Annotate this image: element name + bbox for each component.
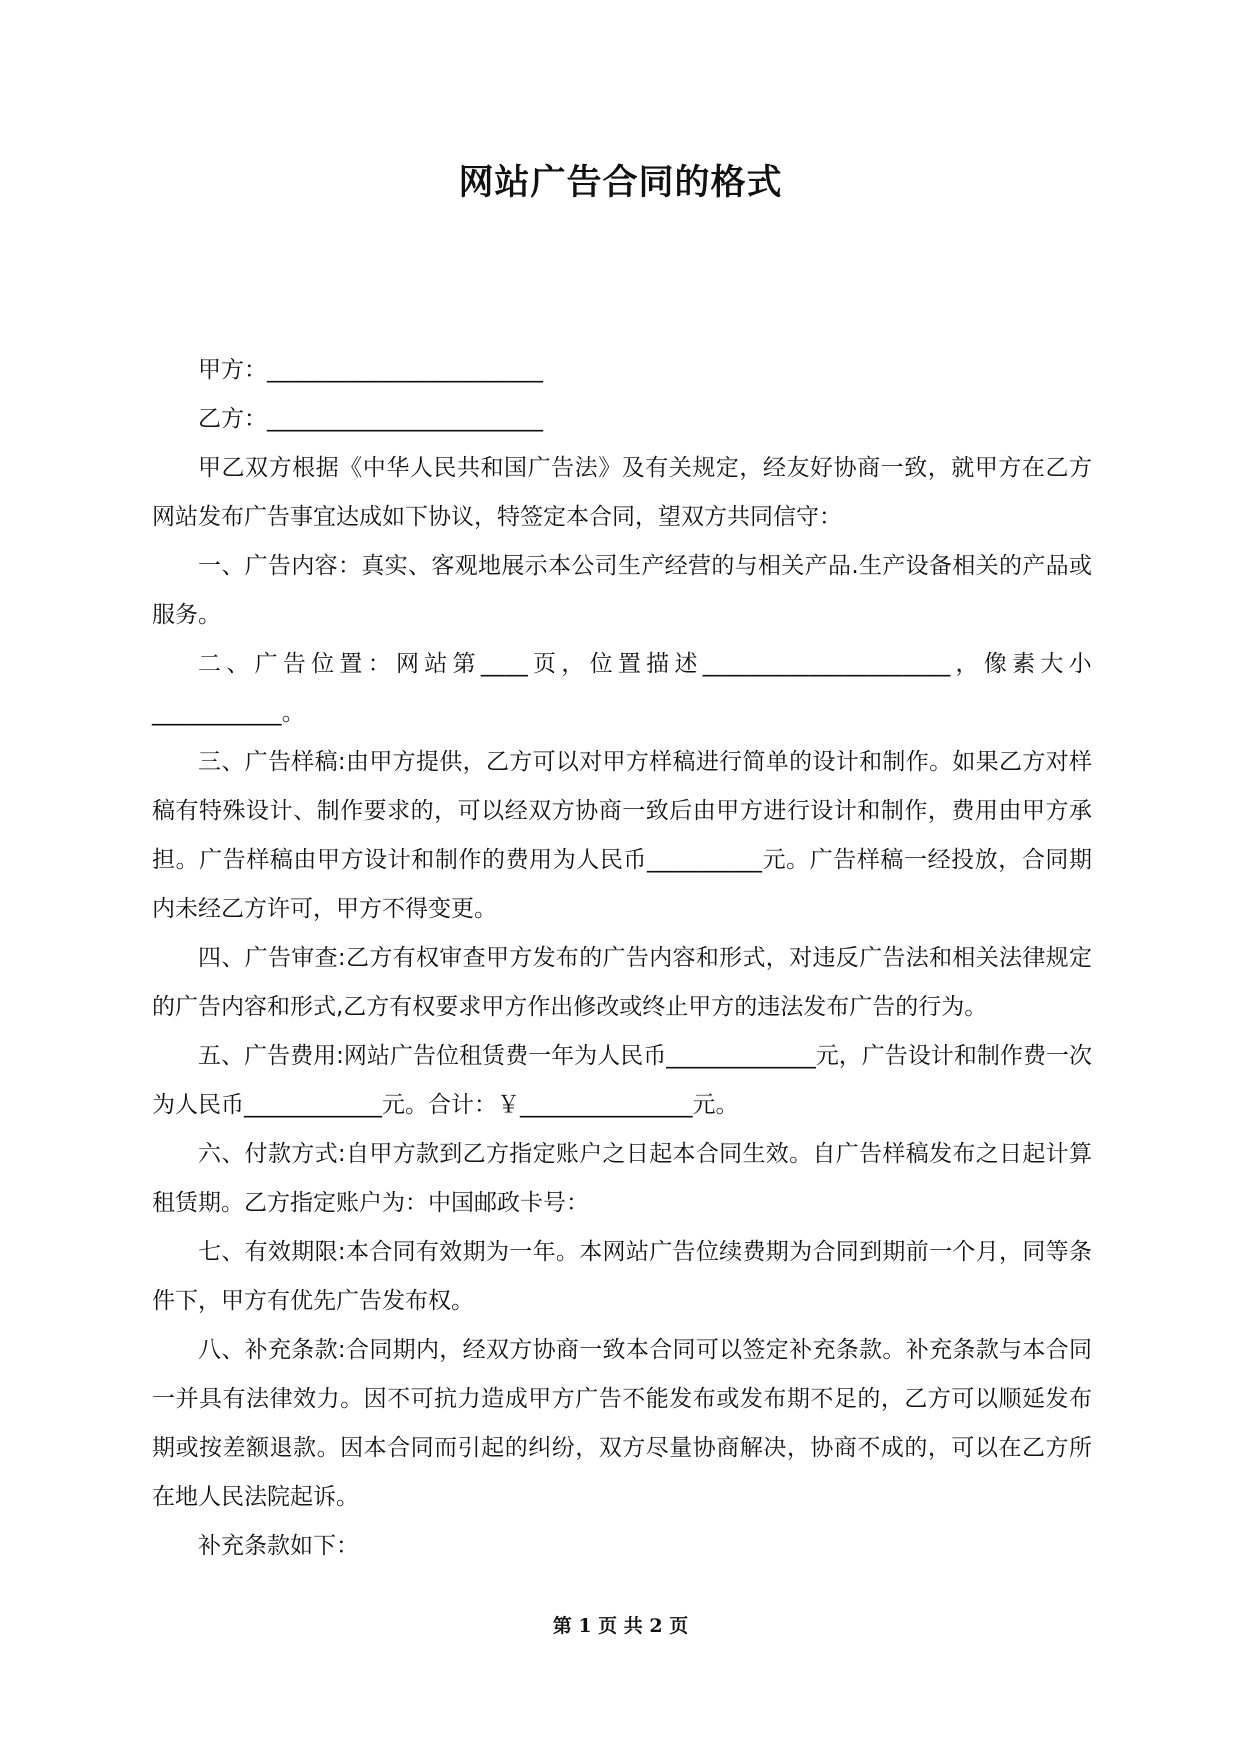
clause-5-ad-fees: 五、广告费用:网站广告位租赁费一年为人民币_____________元，广告设计和制作费一次为人民币____________元。合计：￥_______________元。 [152, 1043, 1092, 1118]
clause-8-supplementary-terms: 八、补充条款:合同期内，经双方协商一致本合同可以签定补充条款。补充条款与本合同一并具有法律效力。因不可抗力造成甲方广告不能发布或发布期不足的，乙方可以顺延发布期或按差额退款。因本合同而引起的纠纷，双方尽量协商解决，协商不成的，可以在乙方所在地人民法院起诉。 [152, 1337, 1092, 1510]
clause-1-ad-content: 一、广告内容：真实、客观地展示本公司生产经营的与相关产品.生产设备相关的产品或服务。 [152, 553, 1092, 628]
clause-3-ad-draft: 三、广告样稿:由甲方提供，乙方可以对甲方样稿进行简单的设计和制作。如果乙方对样稿有特殊设计、制作要求的，可以经双方协商一致后由甲方进行设计和制作，费用由甲方承担。广告样稿由甲方设计和制作的费用为人民币__________元。广告样稿一经投放，合同期内未经乙方许可，甲方不得变更。 [152, 749, 1092, 922]
clause-7-validity-period: 七、有效期限:本合同有效期为一年。本网站广告位续费期为合同到期前一个月，同等条件下，甲方有优先广告发布权。 [152, 1239, 1092, 1314]
preamble-paragraph: 甲乙双方根据《中华人民共和国广告法》及有关规定，经友好协商一致，就甲方在乙方网站发布广告事宜达成如下协议，特签定本合同，望双方共同信守： [152, 455, 1092, 530]
document-body [152, 346, 1092, 1571]
page-number: 第 1 页 共 2 页 [552, 1615, 689, 1637]
party-a-line: 甲方：________________________ [198, 357, 543, 383]
supplementary-terms-heading: 补充条款如下： [198, 1533, 359, 1559]
clause-2-ad-position: 二、广告位置：网站第____页，位置描述_____________________，像素大小___________。 [152, 651, 1092, 726]
clause-6-payment-method: 六、付款方式:自甲方款到乙方指定账户之日起本合同生效。自广告样稿发布之日起计算租赁期。乙方指定账户为：中国邮政卡号： [152, 1141, 1092, 1216]
clause-4-ad-review: 四、广告审查:乙方有权审查甲方发布的广告内容和形式，对违反广告法和相关法律规定的广告内容和形式,乙方有权要求甲方作出修改或终止甲方的违法发布广告的行为。 [152, 945, 1092, 1020]
document-title: 网站广告合同的格式 [458, 163, 783, 203]
party-b-line: 乙方：________________________ [198, 406, 543, 432]
